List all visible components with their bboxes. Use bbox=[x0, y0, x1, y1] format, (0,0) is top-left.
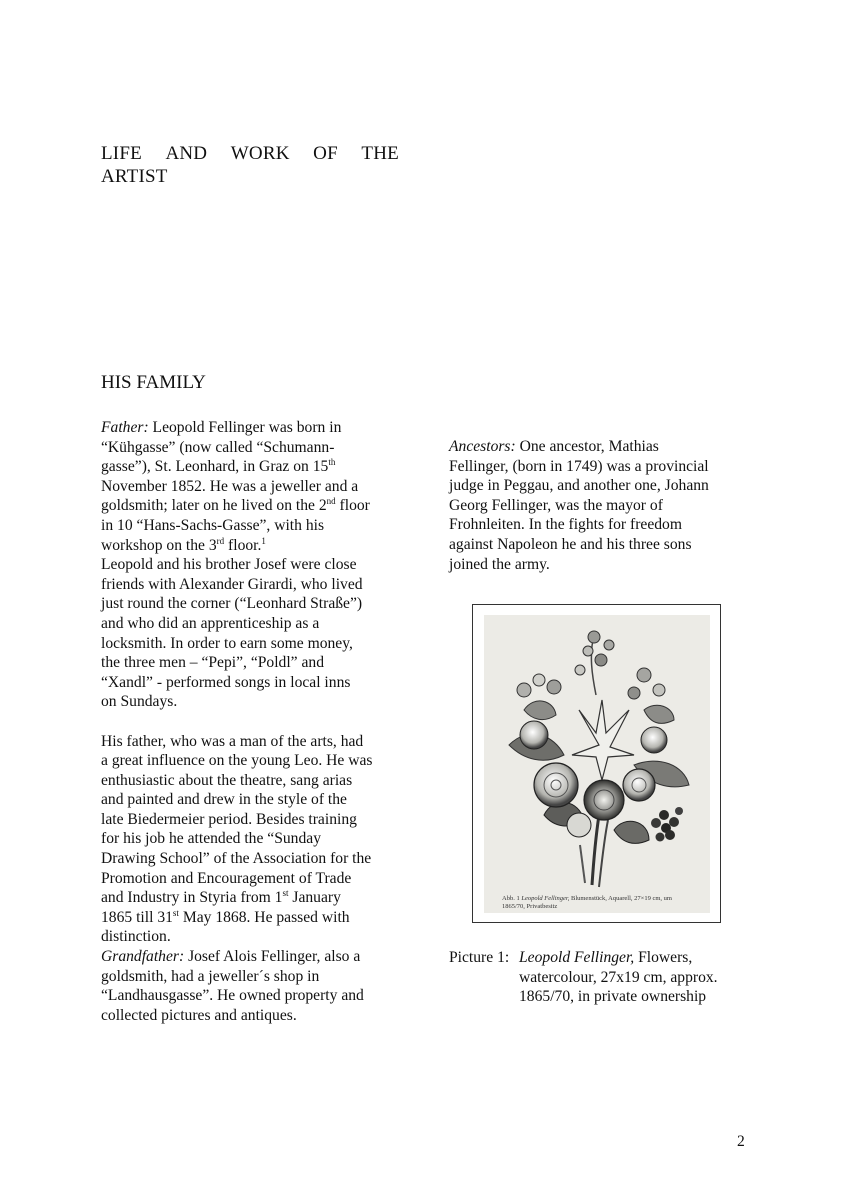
caption-label: Picture 1: bbox=[449, 949, 510, 966]
heading-word: LIFE bbox=[101, 143, 142, 164]
flower-painting bbox=[484, 615, 710, 913]
text-line: workshop on the 3rd floor.$^1$ bbox=[101, 535, 266, 554]
text-line: Drawing School” of the Association for the bbox=[101, 850, 372, 868]
right-column bbox=[449, 437, 749, 574]
ancestors-label: Ancestors: bbox=[449, 438, 516, 455]
chapter-heading bbox=[101, 142, 399, 188]
text-line: Leopold and his brother Josef were close bbox=[101, 556, 357, 574]
text-line: November 1852. He was a jeweller and a bbox=[101, 477, 359, 495]
text-line: and painted and drew in the style of the bbox=[101, 791, 347, 809]
text-line: friends with Alexander Girardi, who lived bbox=[101, 575, 363, 593]
text-line: Promotion and Encouragement of Trade bbox=[101, 869, 352, 887]
section-title: HIS FAMILY bbox=[101, 372, 206, 393]
heading-word: THE bbox=[361, 143, 399, 164]
text-line: His father, who was a man of the arts, had bbox=[101, 732, 364, 750]
figure-caption bbox=[449, 948, 749, 1007]
text-line: distinction. bbox=[101, 928, 171, 946]
chapter-heading-line-2: ARTIST bbox=[101, 166, 168, 187]
text-line: joined the army. bbox=[449, 555, 550, 573]
caption-line: watercolour, 27x19 cm, approx. bbox=[519, 968, 718, 986]
text-line: Ancestors: One ancestor, Mathias bbox=[449, 438, 659, 455]
figure-frame bbox=[472, 604, 721, 923]
text-line: “Kühgasse” (now called “Schumann- bbox=[101, 438, 335, 456]
text-line: Georg Fellinger, was the mayor of bbox=[449, 496, 663, 514]
grandfather-label: Grandfather: bbox=[101, 948, 185, 966]
text-line: goldsmith, had a jeweller´s shop in bbox=[101, 967, 320, 985]
footnote-ref[interactable]: 1 bbox=[261, 535, 266, 546]
chapter-heading-line-1 bbox=[101, 142, 399, 165]
text-line: goldsmith; later on he lived on the 2nd floor bbox=[101, 496, 370, 515]
heading-word: WORK bbox=[230, 143, 290, 164]
text-line: and Industry in Styria from 1st January bbox=[101, 888, 341, 907]
text-line: the three men – “Pepi”, “Poldl” and bbox=[101, 654, 325, 672]
text-line: “Xandl” - performed songs in local inns bbox=[101, 673, 351, 691]
text-line: for his job he attended the “Sunday bbox=[101, 830, 321, 848]
flower-bouquet-icon bbox=[484, 615, 710, 913]
text-line: locksmith. In order to earn some money, bbox=[101, 634, 353, 652]
text-line: gasse”), St. Leonhard, in Graz on 15th bbox=[101, 457, 336, 476]
text-line: in 10 “Hans-Sachs-Gasse”, with his bbox=[101, 516, 325, 534]
text-line: 1865 till 31st May 1868. He passed with bbox=[101, 907, 350, 926]
text-line: a great influence on the young Leo. He was bbox=[101, 752, 373, 770]
text-line: Grandfather: Josef Alois Fellinger, also a bbox=[101, 948, 361, 966]
heading-word: OF bbox=[313, 143, 338, 164]
paragraph-gap bbox=[101, 712, 411, 732]
page-number: 2 bbox=[737, 1133, 745, 1150]
text-line: Frohnleiten. In the fights for freedom bbox=[449, 516, 682, 534]
father-label: Father: bbox=[101, 419, 149, 436]
text-line: Father: Leopold Fellinger was born in bbox=[101, 419, 342, 436]
heading-word: AND bbox=[165, 143, 208, 164]
text-line: enthusiastic about the theatre, sang arias bbox=[101, 771, 353, 789]
text-line: collected pictures and antiques. bbox=[101, 1006, 297, 1024]
figure-inner-caption: Abb. 1 Leopold Fellinger, Blumenstück, Aquarell, 27×19 cm, um 1865/70, Privatbesitz bbox=[502, 895, 672, 910]
caption-line: 1865/70, in private ownership bbox=[519, 988, 707, 1006]
text-line: and who did an apprenticeship as a bbox=[101, 614, 320, 632]
text-line: against Napoleon he and his three sons bbox=[449, 535, 692, 553]
text-line: on Sundays. bbox=[101, 693, 178, 711]
left-column bbox=[101, 418, 411, 1025]
text-line: judge in Peggau, and another one, Johann bbox=[449, 477, 709, 495]
text-line: Fellinger, (born in 1749) was a provincial bbox=[449, 457, 709, 475]
text-line: “Landhausgasse”. He owned property and bbox=[101, 987, 364, 1005]
caption-line: Picture 1: Leopold Fellinger, Flowers, bbox=[449, 949, 693, 966]
text-line: just round the corner (“Leonhard Straße”) bbox=[101, 595, 363, 613]
text-line: late Biedermeier period. Besides training bbox=[101, 810, 357, 828]
